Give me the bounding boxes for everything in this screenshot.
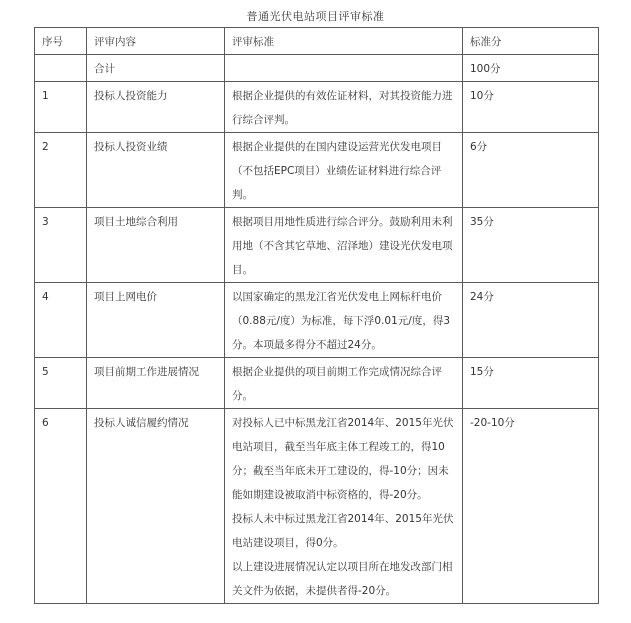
- total-score: 100分: [463, 55, 599, 82]
- row-no: 4: [35, 283, 87, 358]
- page-title: 普通光伏电站项目评审标准: [246, 10, 385, 23]
- standard-paragraph: 对投标人已中标黑龙江省2014年、2015年光伏电站项目，截至当年底主体工程竣工的，得10分；截至当年底未开工建设的，得-10分；因未能如期建设被取消中标资格的，得-20分。: [232, 417, 454, 501]
- table-row: [35, 409, 599, 604]
- row-score: 6分: [463, 133, 599, 208]
- row-no: 1: [35, 82, 87, 133]
- row-standard: [225, 82, 463, 133]
- row-score: 24分: [463, 283, 599, 358]
- standard-paragraph: 以上建设进展情况认定以项目所在地发改部门相关文件为依据，未提供者得-20分。: [232, 561, 453, 597]
- header-item: 评审内容: [87, 28, 225, 55]
- evaluation-table: [34, 27, 599, 604]
- total-no: [35, 55, 87, 82]
- row-no: 5: [35, 358, 87, 409]
- row-item: 项目土地综合利用: [87, 208, 225, 283]
- row-standard: [225, 283, 463, 358]
- standard-paragraph: 根据企业提供的项目前期工作完成情况综合评分。: [232, 366, 442, 402]
- row-no: 2: [35, 133, 87, 208]
- standard-paragraph: 根据企业提供的在国内建设运营光伏发电项目（不包括EPC项目）业绩佐证材料进行综合评判。: [232, 141, 442, 201]
- row-no: 6: [35, 409, 87, 604]
- row-score: 15分: [463, 358, 599, 409]
- total-row: [35, 55, 599, 82]
- row-item: 投标人投资能力: [87, 82, 225, 133]
- table-row: [35, 283, 599, 358]
- table-header-row: [35, 28, 599, 55]
- row-standard: [225, 409, 463, 604]
- row-standard: [225, 133, 463, 208]
- row-item: 投标人投资业绩: [87, 133, 225, 208]
- table-row: [35, 133, 599, 208]
- row-score: -20-10分: [463, 409, 599, 604]
- row-standard: [225, 208, 463, 283]
- total-item: 合计: [87, 55, 225, 82]
- row-item: 投标人诚信履约情况: [87, 409, 225, 604]
- row-item: 项目前期工作进展情况: [87, 358, 225, 409]
- table-row: [35, 358, 599, 409]
- row-no: 3: [35, 208, 87, 283]
- row-score: 35分: [463, 208, 599, 283]
- header-score: 标准分: [463, 28, 599, 55]
- table-row: [35, 208, 599, 283]
- table-row: [35, 82, 599, 133]
- row-item: 项目上网电价: [87, 283, 225, 358]
- row-score: 10分: [463, 82, 599, 133]
- standard-paragraph: 以国家确定的黑龙江省光伏发电上网标杆电价（0.88元/度）为标准，每下浮0.01元/度，得3分。本项最多得分不超过24分。: [232, 291, 451, 351]
- header-no: 序号: [35, 28, 87, 55]
- header-standard: 评审标准: [225, 28, 463, 55]
- standard-paragraph: 根据项目用地性质进行综合评分。鼓励利用未利用地（不含其它草地、沼泽地）建设光伏发电项目。: [232, 216, 453, 276]
- total-standard: [225, 55, 463, 82]
- standard-paragraph: 投标人未中标过黑龙江省2014年、2015年光伏电站建设项目，得0分。: [232, 513, 454, 549]
- row-standard: [225, 358, 463, 409]
- standard-paragraph: 根据企业提供的有效佐证材料，对其投资能力进行综合评判。: [232, 90, 453, 126]
